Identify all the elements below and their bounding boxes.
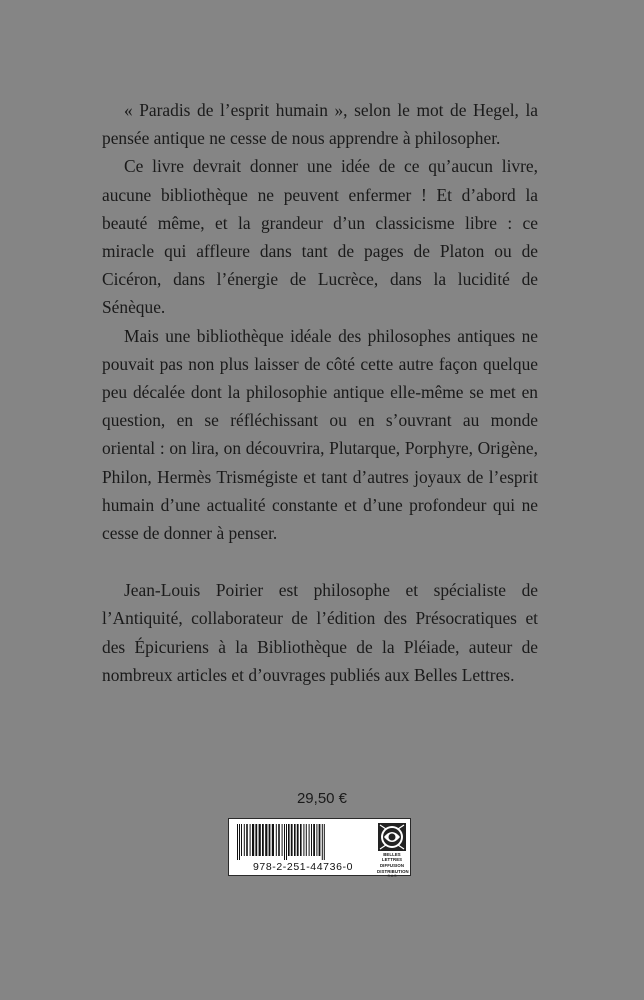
barcode-bar	[237, 824, 238, 860]
barcode-bar	[313, 824, 315, 856]
price-label: 29,50 €	[296, 790, 348, 807]
blurb-text	[102, 96, 538, 689]
belles-lettres-emblem-icon	[378, 823, 406, 851]
barcode-bar	[284, 824, 285, 860]
barcode-bar	[297, 824, 299, 856]
barcode-bar	[269, 824, 271, 856]
isbn-number: 978-2-251-44736-0	[252, 861, 354, 873]
barcode-bar	[250, 824, 251, 856]
barcode-bar	[272, 824, 274, 856]
barcode-bar	[294, 824, 296, 856]
blurb-paragraph-1: « Paradis de l’esprit humain », selon le mot de Hegel, la pensée antique ne cesse de nous apprendre à philosopher.	[102, 100, 538, 149]
barcode-bar	[239, 824, 240, 860]
barcode-bar	[282, 824, 283, 856]
barcode-bar	[322, 824, 323, 860]
barcode-bar	[311, 824, 312, 856]
distributor-logo	[377, 823, 409, 878]
barcode-bar	[303, 824, 304, 856]
logo-line-1: BELLES LETTRES	[381, 852, 403, 862]
blurb-paragraph-2: Ce livre devrait donner une idée de ce qu’aucun livre, aucune bibliothèque ne peuvent enfermer ! Et d’abord la beauté même, et la grandeur d’un classicisme libre : ce miracle qui affleure dans tant de pages de Platon ou de Cicéron, dans l’énergie de Lucrèce, dans la lucidité de Sénèque.	[102, 156, 538, 318]
barcode-bar	[278, 824, 280, 856]
barcode-bar	[255, 824, 257, 856]
barcode-bar	[244, 824, 245, 856]
barcode-bar	[259, 824, 261, 856]
barcode-bar	[286, 824, 287, 860]
barcode-bar	[262, 824, 264, 856]
barcode-bar	[316, 824, 317, 856]
logo-line-4: S.A.S	[387, 874, 397, 878]
barcode-bar	[291, 824, 293, 856]
barcode-bar	[300, 824, 302, 856]
logo-line-3: DISTRIBUTION	[377, 869, 409, 874]
barcode-bar	[309, 824, 310, 856]
barcode-bar	[276, 824, 277, 856]
barcode-bar	[319, 824, 321, 856]
barcode-panel	[228, 818, 411, 876]
barcode-bar	[252, 824, 254, 856]
isbn-barcode	[235, 824, 373, 860]
barcode-bar	[265, 824, 267, 856]
barcode-bar	[324, 824, 325, 860]
barcode-bar	[246, 824, 248, 856]
barcode-bar	[241, 824, 242, 856]
barcode-bar	[306, 824, 307, 856]
author-bio: Jean-Louis Poirier est philosophe et spécialiste de l’Antiquité, collaborateur de l’édition des Présocratiques et des Épicuriens à la Bibliothèque de la Pléiade, auteur de nombreux articles et d’ouvrages publiés aux Belles Lettres.	[102, 580, 538, 685]
blurb-paragraph-3: Mais une bibliothèque idéale des philosophes antiques ne pouvait pas non plus laisser de côté cette autre façon quelque peu décalée dont la philosophie antique elle-même se met en question, en se réfléchissant ou en s’ouvrant au monde oriental : on lira, on découvrira, Plutarque, Porphyre, Origène, Philon, Hermès Trismégiste et tant d’autres joyaux de l’esprit humain d’une actualité constante et d’une profondeur qui ne cesse de donner à penser.	[102, 325, 538, 544]
logo-line-2: DIFFUSION	[379, 863, 405, 868]
barcode-bar	[288, 824, 290, 856]
